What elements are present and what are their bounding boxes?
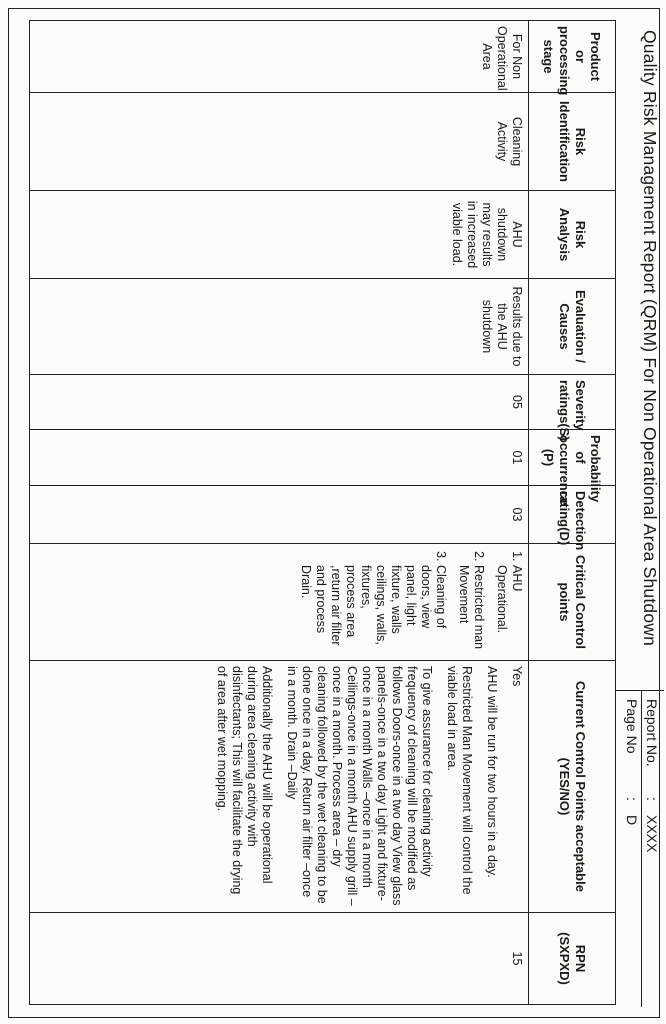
cell-detection: 03 [30,486,529,544]
cell-product: For Non Operational Area [30,21,529,93]
page-no-value: D [624,815,640,826]
report-no-label: Report No. [644,699,660,767]
header-risk-analysis: Risk Analysis [529,191,616,279]
report-title: Quality Risk Management Report (QRM) For Non Operational Area Shutdown [640,30,660,647]
header-detection: Detection rating(D) [529,486,616,544]
cell-evaluation: Results due to the AHU shutdown [30,279,529,375]
watermark-stamp: ​ [365,47,413,73]
critical-control-item: 3. Cleaning of doors, view panel, light fixture, walls ceilings, walls, fixtures, process area ,return air filter and process Drain. [298,565,448,655]
cell-rpn: 15 [30,913,529,1005]
report-no-value: XXXX [644,815,660,853]
cell-current-control [30,661,529,913]
cell-critical-control [30,544,529,661]
page-no-label: Page No [624,699,640,754]
critical-control-item: 1. AHU Operational. [494,565,524,655]
qrm-table [29,20,616,1005]
header-rpn: RPN (SXPXD) [529,913,616,1005]
cell-probability: 01 [30,430,529,486]
control-acceptable-value: Yes [510,666,524,687]
report-no-row [644,699,660,852]
report-info-box [616,690,664,1007]
control-paragraph: Restricted Man Movement will control the viable load in area. [445,666,474,895]
header-probability: Probability of occurrence (P) [529,430,616,486]
header-evaluation: Evaluation / Causes [529,279,616,375]
cell-risk-identification: Cleaning Activity [30,93,529,191]
report-box-divider [641,691,642,1007]
cell-severity: 05 [30,375,529,430]
header-severity: Severity ratings(S) [529,375,616,430]
report-no-sep: : [644,797,660,801]
header-risk-identification: Risk Identification [529,93,616,191]
control-paragraph: Additionally the AHU will be operational during area cleaning activity with disinfectants; This will facilitate the drying of area after wet mopping. [215,666,274,895]
control-paragraph: To give assurance for cleaning activity frequency of cleaning will be modified as follows Doors-once in a two day View glass panels-once in a two day Light and fixture-once in a month Walls –once in a month Ceilings-once in a month AHU supply grill –once in a month. Process area – dry cleaning followed by the wet cleaning to be done once in a day. Return air filter –once in a month. Drain –Daily [285,666,434,906]
critical-control-item: 2. Restricted man Movement [456,565,486,655]
header-current-control: Current Control Points acceptable (YES/NO) [529,661,616,913]
cell-risk-analysis: AHU shutdown may results in increased viable load. [30,191,529,279]
critical-control-list [298,549,524,655]
table-row [30,21,529,1005]
header-product: Product or processing stage [529,21,616,93]
header-row [529,21,616,1005]
control-paragraph: AHU will be run for two hours in a day. [485,666,499,878]
header-critical-control: Critical Control points [529,544,616,661]
page-no-row [624,699,640,825]
page-no-sep: : [624,797,640,801]
